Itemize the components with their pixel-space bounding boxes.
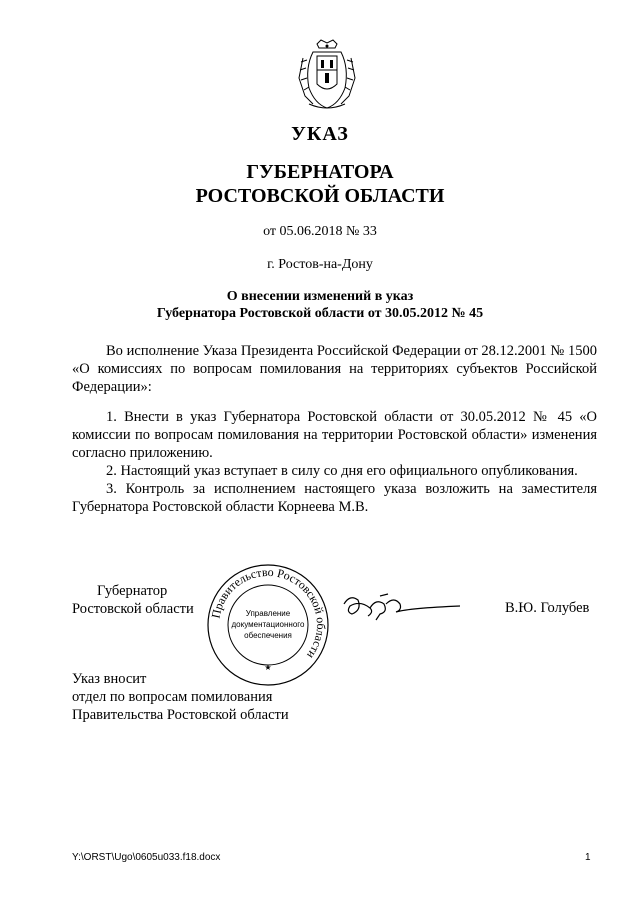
signatory-position-line-2: Ростовской области [72,601,194,617]
items-section [72,408,597,516]
preamble-paragraph: Во исполнение Указа Президента Российской Федерации от 28.12.2001 № 1500 «О комиссиях по вопросам помилования на территориях субъектов Российской Федерации»: [72,343,597,395]
submitter-line-1: Указ вносит [72,671,147,687]
item-paragraph-2: 2. Настоящий указ вступает в силу со дня его официального опубликования. [106,463,578,479]
item-paragraph-1: 1. Внести в указ Губернатора Ростовской области от 30.05.2012 № 45 «О комиссии по вопросам помилования на территории Ростовской области» изменения согласно приложению. [72,409,597,461]
stamp-inner-line-1: Управление [245,609,291,618]
document-type-title: УКАЗ [291,123,349,145]
signatory-position [72,582,194,618]
coat-of-arms-emblem [295,38,359,112]
stamp-ring-text: Правительство Ростовской области [208,564,329,662]
issuer-line-1: ГУБЕРНАТОРА [246,161,394,183]
footer-page-number: 1 [585,852,591,863]
issuer-line-2: РОСТОВСКОЙ ОБЛАСТИ [195,185,445,207]
document-subject [0,288,640,322]
stamp-inner-line-3: обеспечения [244,631,292,640]
document-date-number: от 05.06.2018 № 33 [263,224,377,239]
submitter-line-2: отдел по вопросам помилования [72,689,273,705]
submitter-line-3: Правительства Ростовской области [72,707,289,723]
item-paragraph-3: 3. Контроль за исполнением настоящего указа возложить на заместителя Губернатора Ростовской области Корнеева М.В. [72,481,597,515]
signatory-name: В.Ю. Голубев [505,600,590,616]
document-city: г. Ростов-на-Дону [267,257,373,272]
preamble-section [72,342,597,396]
handwritten-signature [340,590,465,624]
stamp-star-mark: ★ [264,663,272,672]
stamp-inner-line-2: документационного [231,620,305,629]
footer-file-path: Y:\ORST\Ugo\0605u033.f18.docx [72,852,221,863]
submitter-block [72,670,289,724]
subject-line-1: О внесении изменений в указ [226,289,414,304]
signatory-position-line-1: Губернатор [97,583,168,599]
issuer-title [0,160,640,208]
subject-line-2: Губернатора Ростовской области от 30.05.2012 № 45 [156,306,484,321]
